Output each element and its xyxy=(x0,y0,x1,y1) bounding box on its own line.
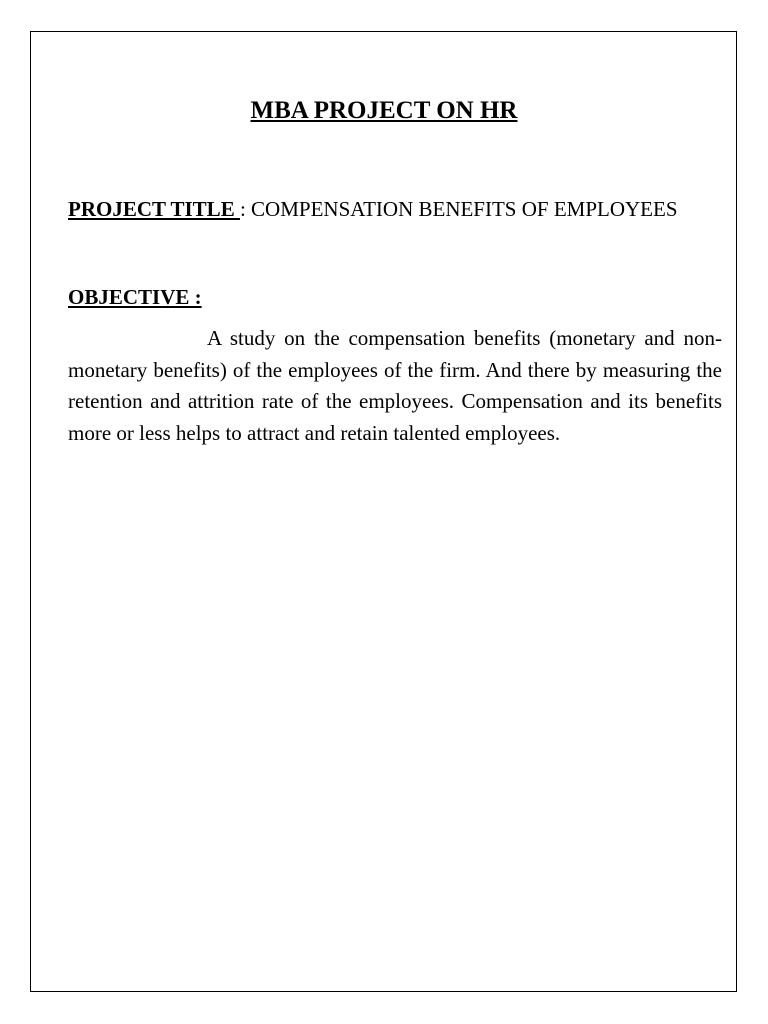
document-title: MBA PROJECT ON HR xyxy=(250,97,518,124)
project-title-separator: : xyxy=(239,197,252,221)
project-title-line xyxy=(68,195,738,223)
project-title-label: PROJECT TITLE xyxy=(68,197,240,221)
objective-paragraph: A study on the compensation benefits (monetary and non-monetary benefits) of the employees of the firm. And there by measuring the retention and attrition rate of the employees. Compensation and its benefits more or less helps to attract and retain talented employees. xyxy=(68,326,722,445)
page-border xyxy=(30,31,737,992)
objective-heading: OBJECTIVE : xyxy=(68,285,202,309)
project-title-value: COMPENSATION BENEFITS OF EMPLOYEES xyxy=(251,197,678,221)
